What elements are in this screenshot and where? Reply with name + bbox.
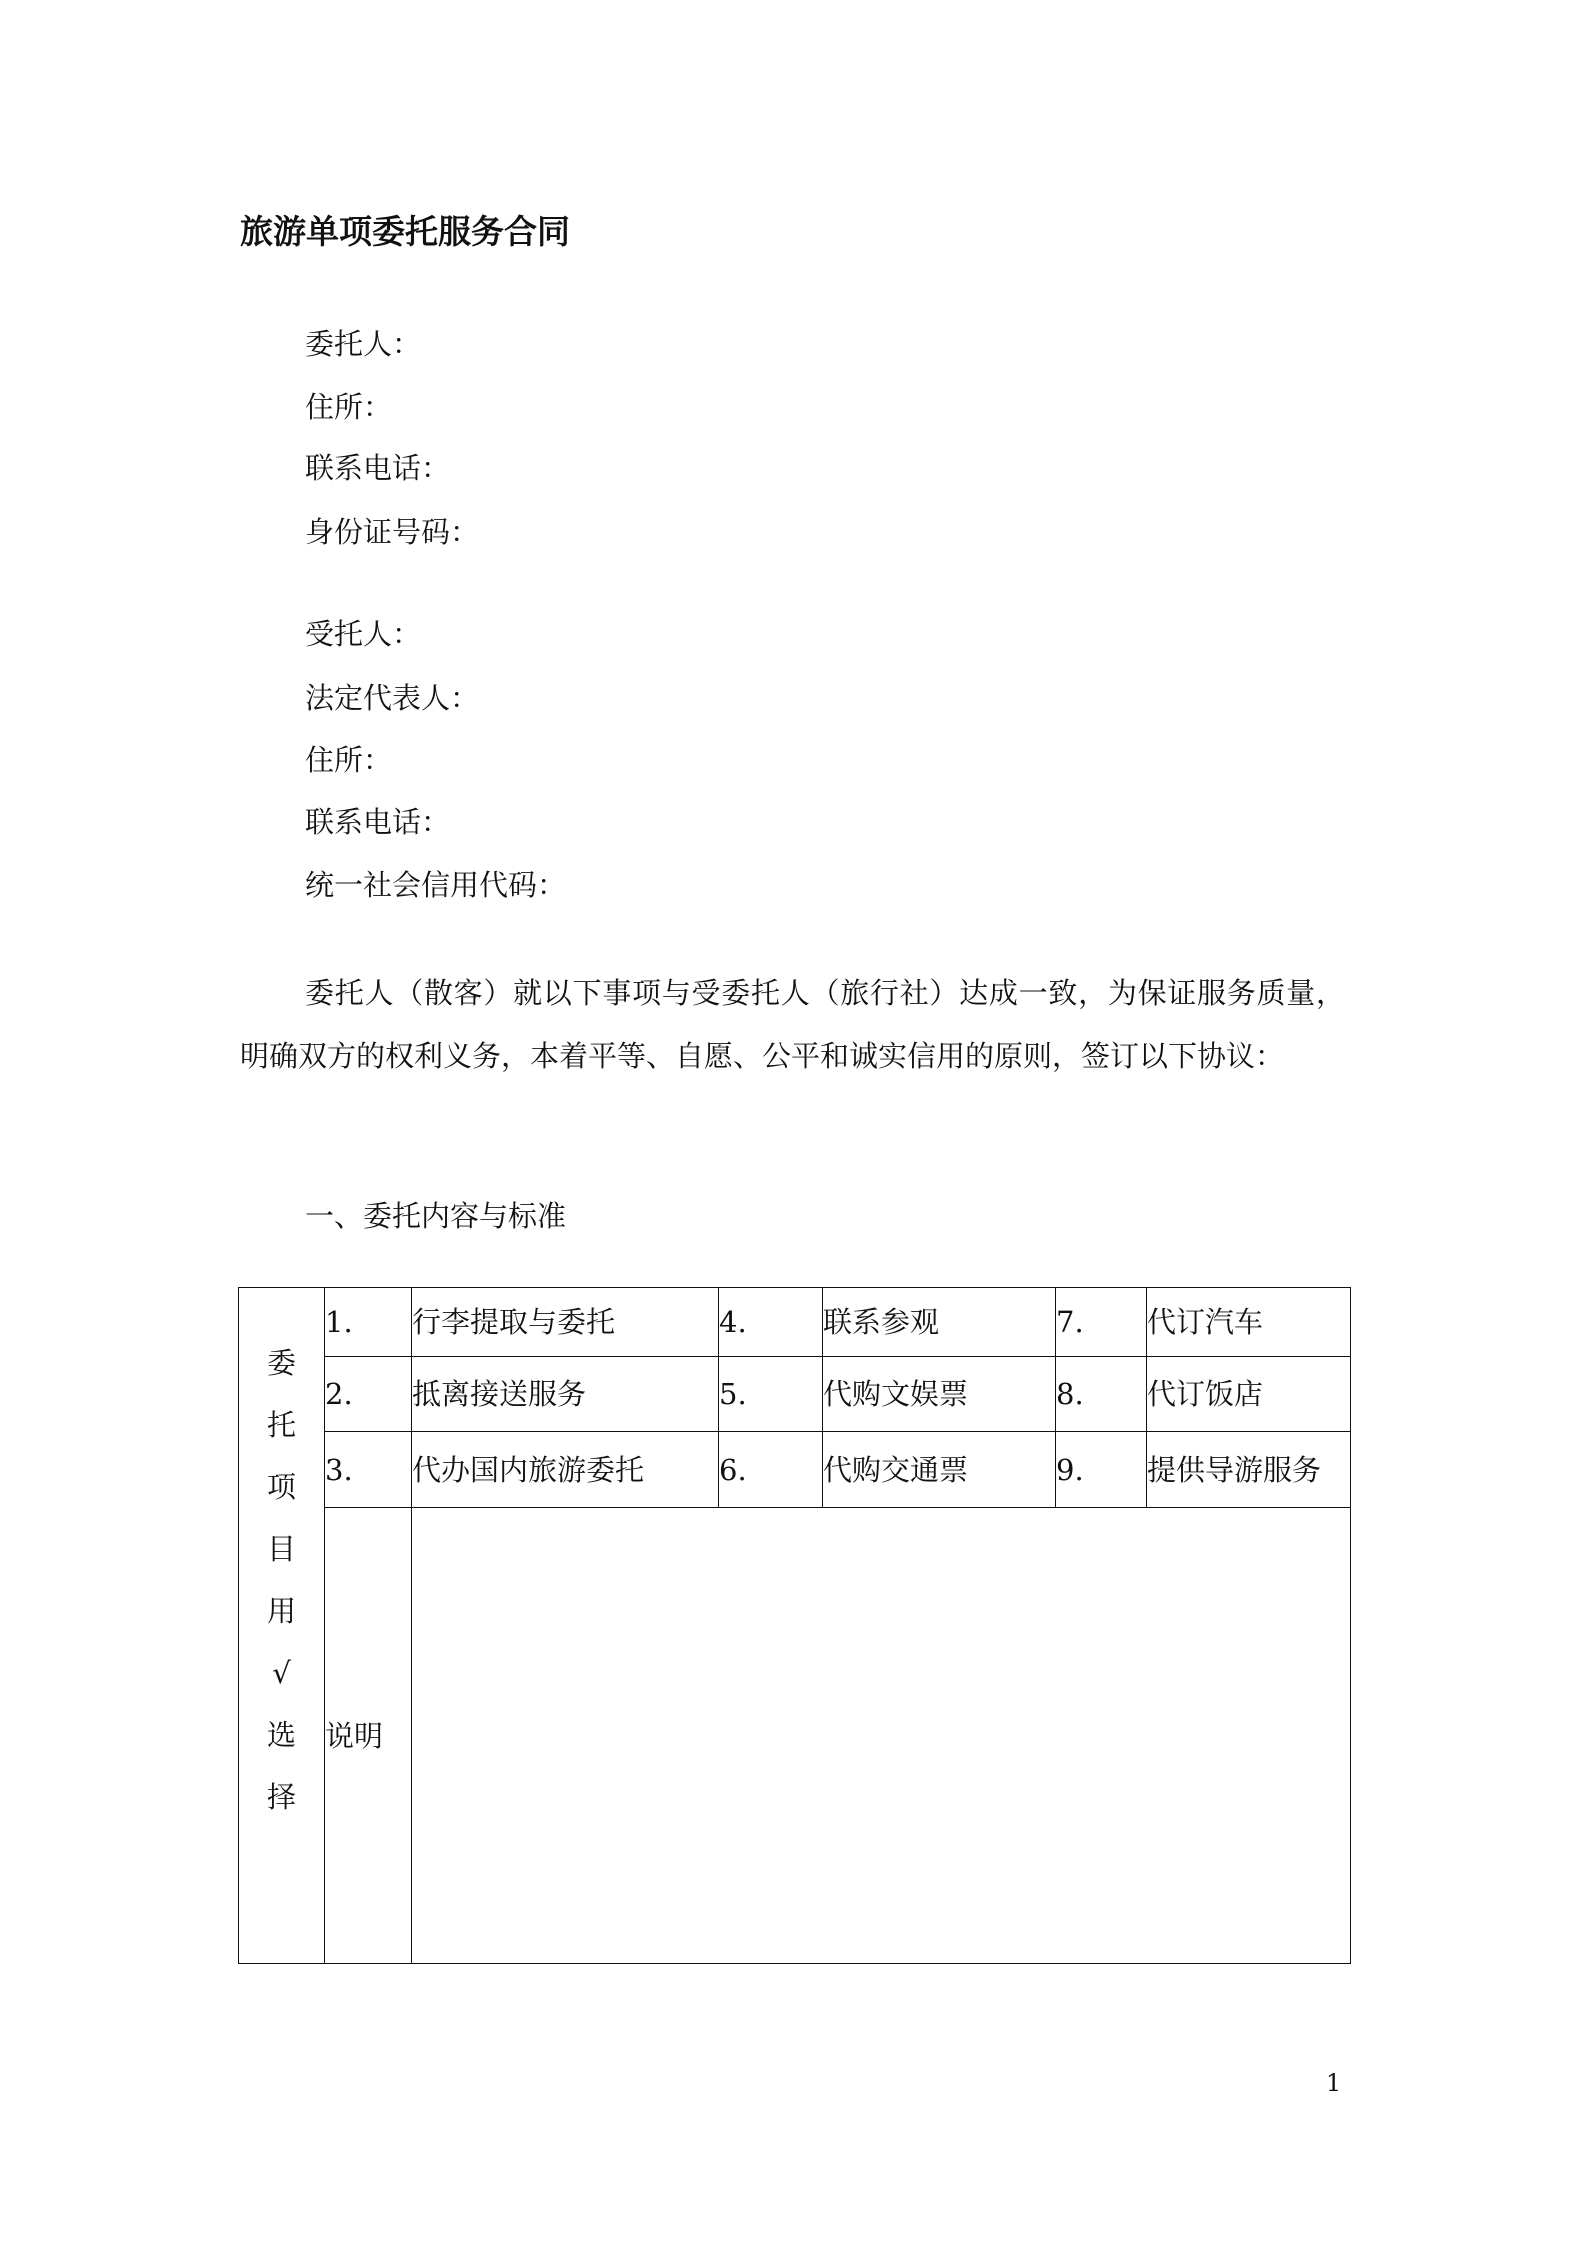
notes-field[interactable] [412,1508,1351,1964]
intro-paragraph: 委托人（散客）就以下事项与受委托人（旅行社）达成一致，为保证服务质量，明确双方的权利义务，本着平等、自愿、公平和诚实信用的原则，签订以下协议： [240,976,1345,1073]
agent-name-label: 受托人： [305,617,422,651]
service-items-table [238,1287,1351,1964]
table-row-notes [239,1508,1351,1964]
agent-address-label: 住所： [305,743,393,777]
side-label-char: 择 [266,1780,296,1814]
item-number: 2. [325,1357,412,1432]
item-label[interactable]: 联系参观 [823,1288,1056,1357]
side-label-char: 托 [266,1408,296,1442]
side-label-cell [239,1288,325,1964]
side-label-char: 项 [266,1470,296,1504]
item-label[interactable]: 代办国内旅游委托 [412,1432,719,1508]
item-label[interactable]: 提供导游服务 [1147,1432,1351,1508]
notes-label: 说明 [325,1508,412,1964]
agent-phone-label: 联系电话： [305,805,451,839]
principal-address-label: 住所： [305,390,393,424]
principal-phone-label: 联系电话： [305,451,451,485]
agent-legal-rep-label: 法定代表人： [305,681,480,715]
item-number: 7. [1056,1288,1147,1357]
page-number: 1 [1326,2069,1342,2097]
side-label [239,1346,324,1815]
side-label-char: 选 [266,1718,296,1752]
item-label[interactable]: 代订饭店 [1147,1357,1351,1432]
document-title: 旅游单项委托服务合同 [240,212,570,251]
section-heading: 一、委托内容与标准 [305,1199,567,1233]
item-label[interactable]: 抵离接送服务 [412,1357,719,1432]
agent-credit-code-label: 统一社会信用代码： [305,868,567,902]
item-number: 1. [325,1288,412,1357]
item-label[interactable]: 代购文娱票 [823,1357,1056,1432]
item-number: 4. [719,1288,823,1357]
item-label[interactable]: 代购交通票 [823,1432,1056,1508]
item-number: 9. [1056,1432,1147,1508]
side-label-char: 目 [266,1532,296,1566]
item-number: 8. [1056,1357,1147,1432]
table-row [239,1432,1351,1508]
principal-name-label: 委托人： [305,327,422,361]
table-row [239,1288,1351,1357]
principal-id-label: 身份证号码： [305,515,480,549]
side-label-char: 用 [266,1594,296,1628]
item-number: 6. [719,1432,823,1508]
item-label[interactable]: 行李提取与委托 [412,1288,719,1357]
side-label-char: 委 [266,1346,296,1380]
checkmark-icon: √ [272,1656,291,1690]
item-number: 5. [719,1357,823,1432]
item-number: 3. [325,1432,412,1508]
item-label[interactable]: 代订汽车 [1147,1288,1351,1357]
table-row [239,1357,1351,1432]
